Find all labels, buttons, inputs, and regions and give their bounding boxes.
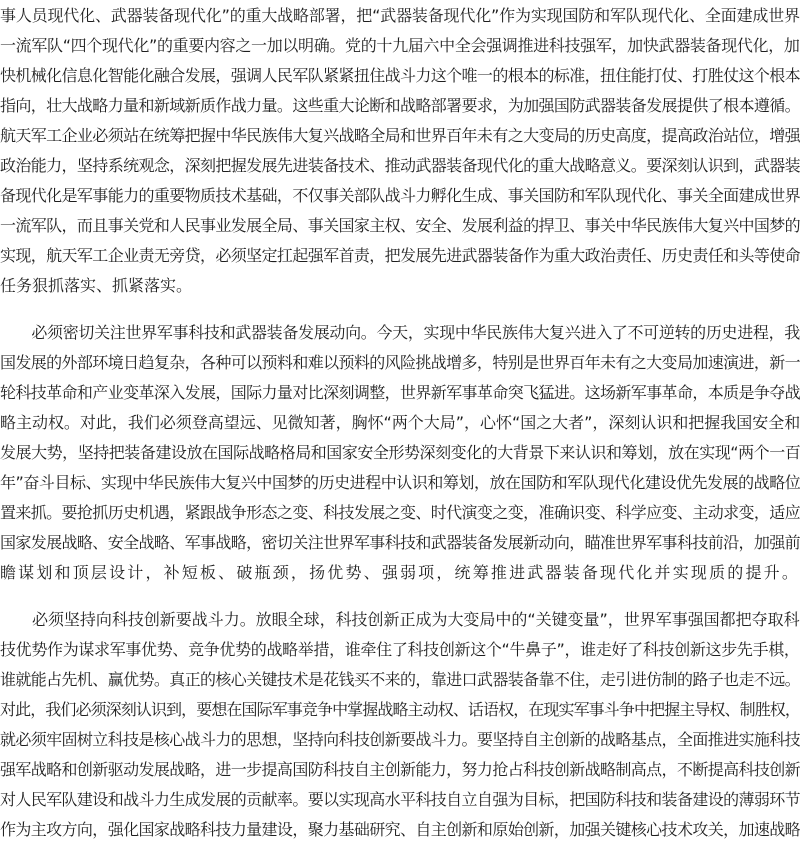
- text-line: 略主动权。对此，我们必须登高望远、见微知著，胸怀“两个大局”，心怀“国之大者”，深刻认识和把握我国安全和: [0, 413, 800, 432]
- text-line: 备现代化是军事能力的重要物质技术基础，不仅事关部队战斗力孵化生成、事关国防和军队现代化、事关全面建成世界: [0, 186, 800, 205]
- text-line: 国发展的外部环境日趋复杂，各种可以预料和难以预料的风险挑战增多，特别是世界百年未有之大变局加速演进，新一: [0, 353, 800, 372]
- text-line: 技优势作为谋求军事优势、竞争优势的战略举措，谁牵住了科技创新这个“牛鼻子”，谁走好了科技创新这步先手棋，: [0, 640, 800, 659]
- text-line: 一流军队“四个现代化”的重要内容之一加以明确。党的十九届六中全会强调推进科技强军，加快武器装备现代化，加: [0, 36, 800, 55]
- text-line: 事人员现代化、武器装备现代化”的重大战略部署，把“武器装备现代化”作为实现国防和军队现代化、全面建成世界: [0, 6, 800, 25]
- text-line: 轮科技革命和产业变革深入发展，国际力量对比深刻调整，世界新军事革命突飞猛进。这场新军事革命，本质是争夺战: [0, 383, 800, 402]
- text-line: 置来抓。要抢抓历史机遇，紧跟战争形态之变、科技发展之变、时代演变之变，准确识变、科学应变、主动求变，适应: [0, 503, 800, 522]
- text-line: 发展大势，坚持把装备建设放在国际战略格局和国家安全形势深刻变化的大背景下来认识和筹划，放在实现“两个一百: [0, 443, 800, 462]
- text-line: 国家发展战略、安全战略、军事战略，密切关注世界军事科技和武器装备发展新动向，瞄准世界军事科技前沿，加强前: [0, 533, 800, 552]
- text-line: 强军战略和创新驱动发展战略，进一步提高国防科技自主创新能力，努力抢占科技创新战略制高点，不断提高科技创新: [0, 760, 800, 779]
- text-line: 指向，壮大战略力量和新域新质作战力量。这些重大论断和战略部署要求，为加强国防武器装备发展提供了根本遵循。: [0, 96, 800, 115]
- text-line: 政治能力，坚持系统观念，深刻把握发展先进装备技术、推动武器装备现代化的重大战略意义。要深刻认识到，武器装: [0, 156, 800, 175]
- text-line: 作为主攻方向，强化国家战略科技力量建设，聚力基础研究、自主创新和原始创新，加强关键核心技术攻关，加速战略: [0, 820, 800, 839]
- text-line: 对人民军队建设和战斗力生成发展的贡献率。要以实现高水平科技自立自强为目标，把国防科技和装备建设的薄弱环节: [0, 790, 800, 809]
- text-line: 实现，航天军工企业责无旁贷，必须坚定扛起强军首责，把发展先进武器装备作为重大政治责任、历史责任和头等使命: [0, 246, 800, 265]
- text-line: 对此，我们必须深刻认识到，要想在国际军事竞争中掌握战略主动权、话语权，在现实军事斗争中把握主导权、制胜权，: [0, 700, 800, 719]
- text-line: 年”奋斗目标、实现中华民族伟大复兴中国梦的历史进程中认识和筹划，放在国防和军队现代化建设优先发展的战略位: [0, 473, 800, 492]
- text-line: 任务狠抓落实、抓紧落实。: [0, 276, 193, 295]
- text-line: 航天军工企业必须站在统筹把握中华民族伟大复兴战略全局和世界百年未有之大变局的历史高度，提高政治站位，增强: [0, 126, 800, 145]
- text-line: 瞻谋划和顶层设计，补短板、破瓶颈，扬优势、强弱项，统筹推进武器装备现代化并实现质的提升。: [0, 563, 800, 582]
- text-line: 快机械化信息化智能化融合发展，强调人民军队紧紧扭住战斗力这个唯一的根本的标准，扭住能打仗、打胜仗这个根本: [0, 66, 800, 85]
- text-line: 谁就能占先机、赢优势。真正的核心关键技术是花钱买不来的，靠进口武器装备靠不住，走引进仿制的路子也走不远。: [0, 670, 800, 689]
- text-line: 必须密切关注世界军事科技和武器装备发展动向。今天，实现中华民族伟大复兴进入了不可逆转的历史进程，我: [0, 323, 800, 342]
- text-line: 就必须牢固树立科技是核心战斗力的思想，坚持向科技创新要战斗力。要坚持自主创新的战略基点，全面推进实施科技: [0, 730, 800, 749]
- text-line: 必须坚持向科技创新要战斗力。放眼全球，科技创新正成为大变局中的“关键变量”，世界军事强国都把夺取科: [0, 610, 800, 629]
- text-line: 一流军队，而且事关党和人民事业发展全局、事关国家主权、安全、发展利益的捍卫、事关中华民族伟大复兴中国梦的: [0, 216, 800, 235]
